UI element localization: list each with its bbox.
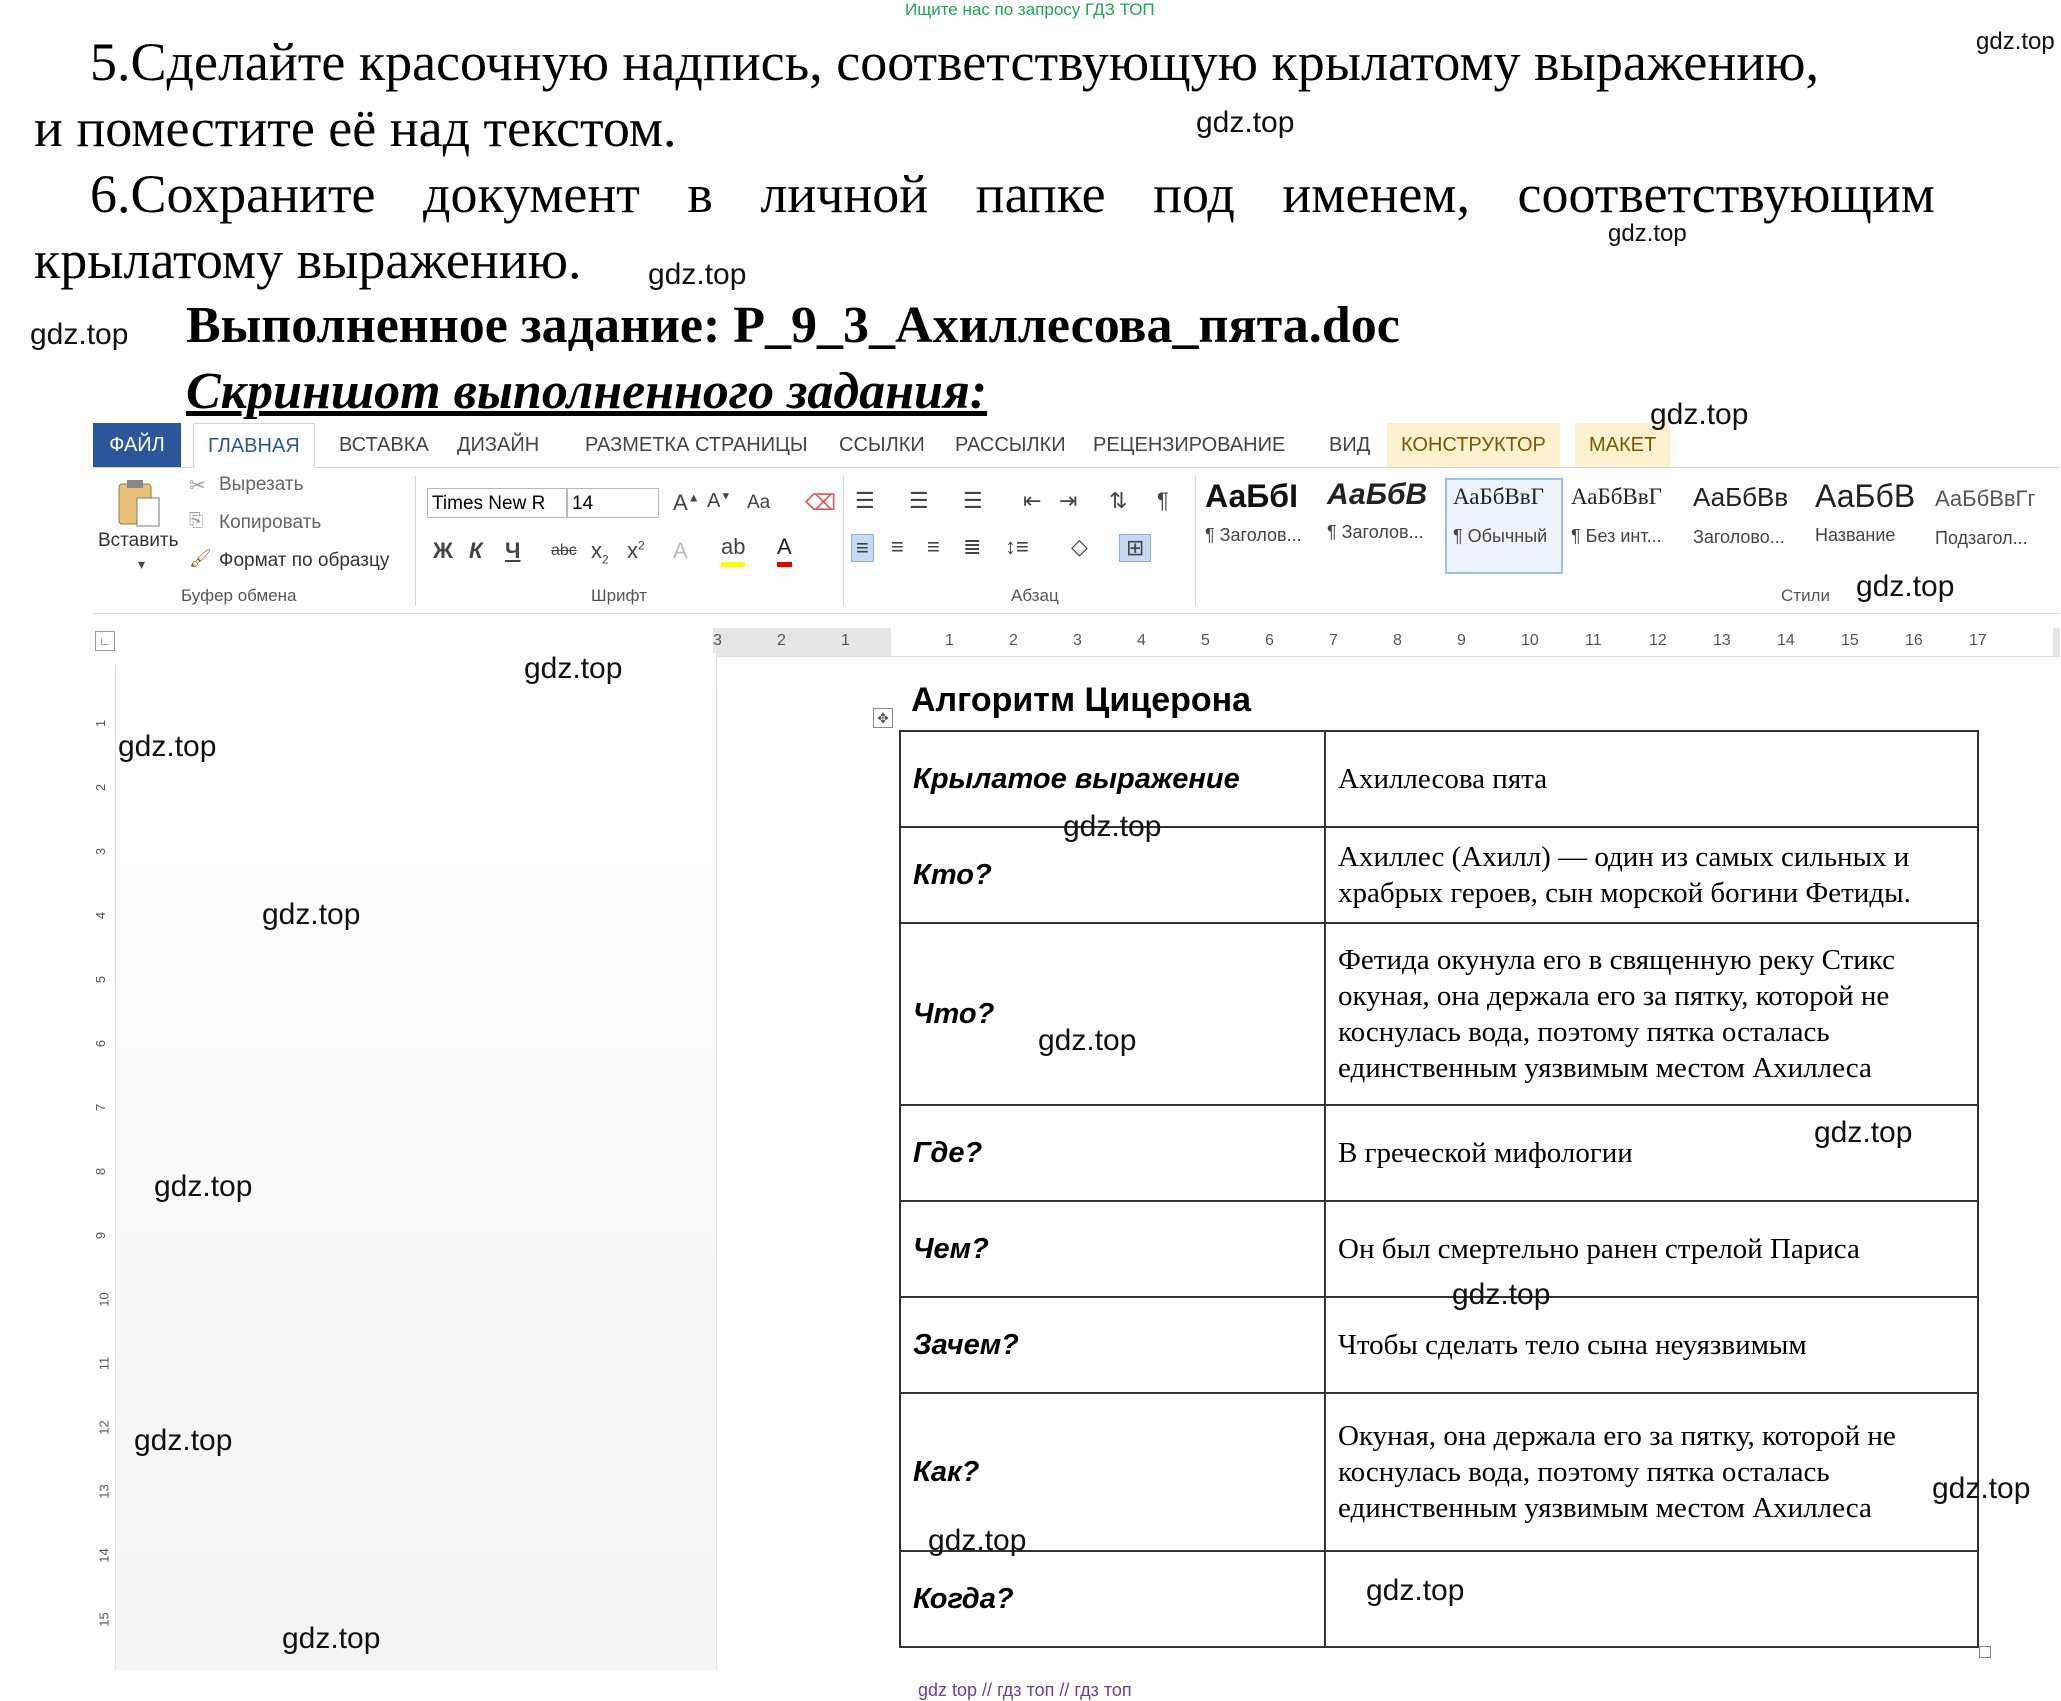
- font-color-icon[interactable]: A: [777, 534, 792, 567]
- top-search-note: Ищите нас по запросу ГДЗ ТОП: [905, 0, 1155, 19]
- watermark: gdz.top: [282, 1622, 381, 1655]
- style-sample: АаБбВвГ: [1571, 484, 1662, 509]
- align-right-icon[interactable]: ≡: [927, 534, 940, 559]
- style-no-spacing[interactable]: [1571, 478, 1691, 574]
- watermark: gdz.top: [648, 258, 747, 291]
- ruler-number: 10: [96, 1292, 112, 1307]
- left-blank-area: [116, 653, 717, 1670]
- ruler-number: 5: [1201, 632, 1210, 649]
- table-cell-question[interactable]: Кто?: [900, 827, 1325, 923]
- watermark: gdz.top: [524, 652, 623, 685]
- watermark: gdz.top: [1196, 106, 1295, 139]
- table-cell-question[interactable]: Как?: [900, 1393, 1325, 1551]
- ruler-number: 2: [93, 783, 109, 792]
- ruler-number: 9: [93, 1231, 109, 1240]
- tab-references[interactable]: ССЫЛКИ: [839, 434, 925, 456]
- tab-table-layout[interactable]: МАКЕТ: [1575, 423, 1670, 467]
- tab-layout[interactable]: РАЗМЕТКА СТРАНИЦЫ: [585, 434, 808, 456]
- ruler-number: 1: [841, 632, 850, 649]
- ruler-number: 17: [1969, 632, 1987, 649]
- watermark: gdz.top: [118, 730, 217, 763]
- tab-mailings[interactable]: РАССЫЛКИ: [955, 434, 1066, 456]
- ruler-number: 3: [713, 632, 722, 649]
- watermark: gdz.top: [1814, 1116, 1913, 1149]
- watermark: gdz.top: [1366, 1574, 1465, 1607]
- format-painter-icon: 🖌: [189, 548, 212, 568]
- ruler-number: 15: [1841, 632, 1859, 649]
- copy-icon: ⎘: [189, 510, 204, 530]
- ruler-number: 13: [1713, 632, 1731, 649]
- increase-indent-icon[interactable]: ⇥: [1059, 488, 1078, 513]
- clear-formatting-icon[interactable]: ⌫: [805, 490, 837, 515]
- table-cell-question[interactable]: Когда?: [900, 1551, 1325, 1647]
- watermark: gdz.top: [1650, 398, 1749, 431]
- tab-home[interactable]: ГЛАВНАЯ: [193, 423, 315, 468]
- style-name: ¶ Заголов...: [1205, 525, 1302, 545]
- ribbon: [93, 468, 2060, 614]
- watermark: gdz.top: [1063, 810, 1162, 843]
- sort-icon[interactable]: ⇅: [1109, 488, 1128, 513]
- grow-font-icon[interactable]: A▲: [673, 490, 700, 515]
- justify-icon[interactable]: ≣: [963, 534, 982, 559]
- task6-line1: 6.Сохраните документ в личной папке под именем, соответствующим: [90, 164, 1935, 224]
- watermark: gdz.top: [30, 318, 129, 351]
- style-name: Подзагол...: [1935, 528, 2028, 548]
- watermark: gdz.top: [1932, 1472, 2031, 1505]
- table-row: [900, 1393, 1978, 1551]
- style-normal[interactable]: [1445, 478, 1563, 574]
- tab-table-design[interactable]: КОНСТРУКТОР: [1387, 423, 1560, 467]
- ruler-number: 12: [96, 1420, 112, 1435]
- style-heading3[interactable]: [1693, 478, 1813, 574]
- table-cell-answer[interactable]: Чтобы сделать тело сына неуязвимым: [1325, 1297, 1978, 1393]
- table-cell-question[interactable]: Где?: [900, 1105, 1325, 1201]
- screenshot-heading: Скриншот выполненного задания:: [186, 363, 988, 420]
- style-sample: АаБбВв: [1693, 482, 1789, 512]
- watermark: gdz.top: [154, 1170, 253, 1203]
- ruler-number: 4: [93, 911, 109, 920]
- task5-line1: 5.Сделайте красочную надпись, соответствующую крылатому выражению,: [90, 32, 1820, 92]
- borders-icon[interactable]: ⊞: [1119, 534, 1151, 562]
- show-marks-icon[interactable]: ¶: [1157, 488, 1169, 513]
- watermark: gdz.top: [1856, 570, 1955, 603]
- table-row: [900, 1201, 1978, 1297]
- ruler-number: 8: [93, 1167, 109, 1176]
- italic-button[interactable]: К: [469, 538, 483, 563]
- table-row: [900, 1297, 1978, 1393]
- tab-design[interactable]: ДИЗАЙН: [457, 434, 540, 456]
- ruler-number: 5: [93, 975, 109, 984]
- ruler-number: 3: [1073, 632, 1082, 649]
- style-title[interactable]: [1815, 478, 1935, 574]
- superscript-icon[interactable]: $x^2$: [627, 538, 645, 563]
- doc-title: Алгоритм Цицерона: [911, 681, 1252, 719]
- ribbon-tabs: [93, 423, 2060, 468]
- watermark: gdz.top: [262, 898, 361, 931]
- table-move-handle[interactable]: ✥: [873, 708, 893, 728]
- watermark: gdz.top: [1038, 1024, 1137, 1057]
- ribbon-separator: [843, 476, 844, 606]
- ruler-number: 9: [1457, 632, 1466, 649]
- watermark: gdz.top: [134, 1424, 233, 1457]
- ruler-number: 2: [1009, 632, 1018, 649]
- ruler-number: 2: [777, 632, 786, 649]
- paste-button[interactable]: Вставить: [98, 530, 179, 551]
- ruler-number: 1: [945, 632, 954, 649]
- ruler-number: 16: [1905, 632, 1923, 649]
- table-cell-question[interactable]: Чем?: [900, 1201, 1325, 1297]
- table-cell-answer[interactable]: Ахиллес (Ахилл) — один из самых сильных и храбрых героев, сын морской богини Фетиды.: [1325, 827, 1978, 923]
- ruler-number: 14: [96, 1548, 112, 1563]
- ruler-number: 1: [93, 719, 109, 728]
- style-name: Название: [1815, 525, 1896, 545]
- horizontal-ruler[interactable]: [713, 628, 2060, 657]
- table-cell-answer[interactable]: Фетида окунула его в священную реку Стикс окуная, она держала его за пятку, которой не коснулась вода, поэтому пятка осталась единственным уязвимым местом Ахиллеса: [1325, 923, 1978, 1105]
- ribbon-separator: [415, 476, 416, 606]
- shrink-font-icon[interactable]: A▼: [707, 490, 732, 512]
- text-effects-icon[interactable]: A: [673, 538, 688, 563]
- change-case-button[interactable]: Aa: [747, 492, 771, 513]
- task5-line2: и поместите её над текстом.: [34, 98, 677, 158]
- paste-icon[interactable]: [113, 476, 165, 528]
- style-name: ¶ Заголов...: [1327, 522, 1424, 542]
- bullets-icon[interactable]: ☰: [855, 488, 875, 513]
- style-name: ¶ Обычный: [1453, 526, 1548, 546]
- tab-view[interactable]: ВИД: [1329, 434, 1371, 456]
- cicero-table: [899, 730, 1979, 1648]
- table-cell-answer[interactable]: В греческой мифологии: [1325, 1105, 1978, 1201]
- ruler-number: 10: [1521, 632, 1539, 649]
- underline-button[interactable]: Ч: [505, 538, 521, 563]
- style-sample: АаБбВвГг: [1935, 486, 2036, 511]
- done-heading: Выполненное задание: P_9_3_Ахиллесова_пята.doc: [186, 297, 1400, 354]
- subscript-icon[interactable]: $x_2$: [591, 538, 609, 567]
- table-cell-question[interactable]: Крылатое выражение: [900, 731, 1325, 827]
- tab-file[interactable]: ФАЙЛ: [93, 423, 181, 467]
- font-name-combo[interactable]: Times New R: [427, 488, 567, 518]
- bold-button[interactable]: Ж: [433, 538, 453, 563]
- cut-icon: ✂: [189, 475, 206, 497]
- strikethrough-button[interactable]: abc: [551, 542, 577, 559]
- ruler-number: 11: [96, 1356, 112, 1371]
- decrease-indent-icon[interactable]: ⇤: [1023, 488, 1042, 513]
- ruler-number: 15: [96, 1612, 112, 1627]
- ruler-number: 7: [93, 1103, 109, 1112]
- style-sample: АаБбІ: [1205, 478, 1298, 514]
- watermark: gdz.top: [1452, 1278, 1551, 1311]
- highlight-icon[interactable]: ab: [721, 534, 745, 567]
- shading-icon[interactable]: ◇: [1071, 534, 1088, 559]
- table-cell-question[interactable]: Зачем?: [900, 1297, 1325, 1393]
- tab-review[interactable]: РЕЦЕНЗИРОВАНИЕ: [1093, 434, 1286, 456]
- style-heading1[interactable]: [1205, 478, 1325, 574]
- table-row: [900, 923, 1978, 1105]
- style-heading2[interactable]: [1327, 478, 1447, 574]
- format-painter-button[interactable]: Формат по образцу: [219, 550, 390, 571]
- align-left-icon[interactable]: ≡: [851, 534, 874, 562]
- footer-note: gdz top // гдз топ // гдз топ: [918, 1680, 1132, 1700]
- ruler-number: 4: [1137, 632, 1146, 649]
- watermark: gdz.top: [1976, 28, 2055, 55]
- ribbon-separator: [1195, 476, 1196, 606]
- font-group-label: Шрифт: [591, 586, 647, 605]
- watermark: gdz.top: [928, 1524, 1027, 1557]
- ruler-number: 12: [1649, 632, 1667, 649]
- style-name: Заголово...: [1693, 527, 1785, 547]
- clipboard-group-label: Буфер обмена: [181, 586, 297, 605]
- table-cell-answer[interactable]: Окуная, она держала его за пятку, которой не коснулась вода, поэтому пятка осталась единственным уязвимым местом Ахиллеса: [1325, 1393, 1978, 1551]
- task6-line2: крылатому выражению.: [34, 230, 582, 290]
- vertical-ruler[interactable]: [93, 666, 116, 1670]
- align-center-icon[interactable]: ≡: [891, 534, 904, 559]
- ruler-number: 13: [96, 1484, 112, 1499]
- ruler-number: 8: [1393, 632, 1402, 649]
- style-name: ¶ Без инт...: [1571, 526, 1662, 546]
- ruler-number: 11: [1585, 632, 1602, 649]
- cut-button[interactable]: Вырезать: [219, 474, 304, 495]
- ruler-number: 6: [1265, 632, 1274, 649]
- paste-dropdown-icon[interactable]: ▾: [138, 556, 146, 572]
- table-cell-answer[interactable]: Ахиллесова пята: [1325, 731, 1978, 827]
- ruler-number: 14: [1777, 632, 1795, 649]
- font-size-combo[interactable]: 14: [567, 488, 659, 518]
- style-sample: АаБбВ: [1327, 478, 1428, 511]
- ruler-margin-left: [713, 628, 891, 656]
- table-cell-answer[interactable]: Он был смертельно ранен стрелой Париса: [1325, 1201, 1978, 1297]
- table-resize-handle[interactable]: [1979, 1646, 1991, 1658]
- style-subtitle[interactable]: [1935, 478, 2055, 574]
- tab-insert[interactable]: ВСТАВКА: [339, 434, 429, 456]
- numbering-icon[interactable]: ☰: [909, 488, 929, 513]
- multilevel-list-icon[interactable]: ☰: [963, 488, 983, 513]
- copy-button[interactable]: Копировать: [219, 512, 322, 533]
- ruler-number: 7: [1329, 632, 1338, 649]
- watermark: gdz.top: [1608, 220, 1687, 247]
- ruler-number: 6: [93, 1039, 109, 1048]
- ruler-margin-right: [2053, 628, 2060, 656]
- style-sample: АаБбВ: [1815, 478, 1916, 514]
- styles-group-label: Стили: [1781, 586, 1830, 605]
- line-spacing-icon[interactable]: ↕≡: [1005, 534, 1029, 559]
- tab-selector[interactable]: ∟: [95, 631, 115, 651]
- table-row: [900, 731, 1978, 827]
- ruler-number: 3: [93, 847, 109, 856]
- style-sample: АаБбВвГ: [1453, 484, 1544, 509]
- table-row: [900, 827, 1978, 923]
- table-cell-question[interactable]: Что?: [900, 923, 1325, 1105]
- paragraph-group-label: Абзац: [1011, 586, 1059, 605]
